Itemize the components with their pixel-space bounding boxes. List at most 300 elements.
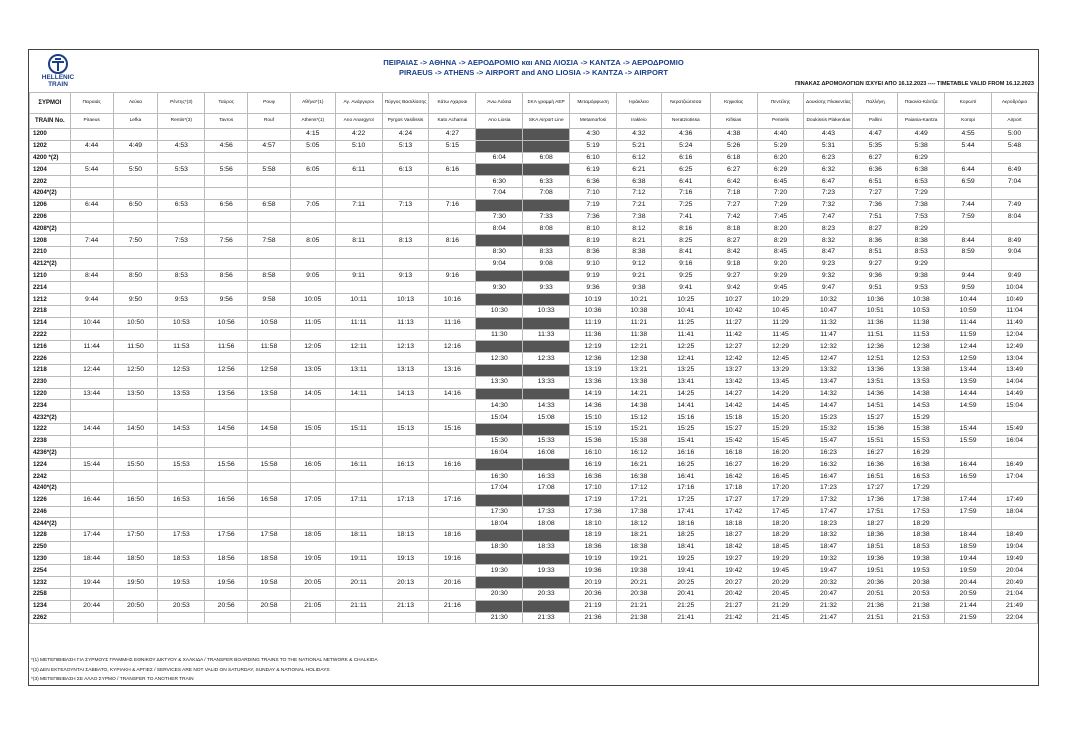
time-cell: 19:44 bbox=[70, 577, 113, 589]
train-number-cell: 1208 bbox=[30, 235, 71, 247]
time-cell: 9:19 bbox=[570, 270, 617, 282]
time-cell: 11:49 bbox=[992, 317, 1038, 329]
time-cell: 6:08 bbox=[523, 152, 570, 164]
time-cell: 13:33 bbox=[523, 376, 570, 388]
shaded-cell bbox=[476, 140, 523, 152]
time-cell bbox=[158, 187, 205, 199]
train-number-cell: 4232*(2) bbox=[30, 412, 71, 424]
time-cell: 15:04 bbox=[992, 400, 1038, 412]
time-cell: 7:13 bbox=[382, 199, 429, 211]
time-cell: 6:12 bbox=[616, 152, 661, 164]
table-row bbox=[30, 258, 1038, 270]
shaded-cell bbox=[523, 129, 570, 141]
train-number-cell: 2214 bbox=[30, 282, 71, 294]
time-cell: 15:53 bbox=[158, 459, 205, 471]
time-cell: 9:12 bbox=[616, 258, 661, 270]
time-cell: 19:30 bbox=[476, 565, 523, 577]
time-cell: 16:13 bbox=[382, 459, 429, 471]
time-cell: 14:53 bbox=[898, 400, 945, 412]
time-cell bbox=[429, 400, 476, 412]
time-cell: 8:53 bbox=[158, 270, 205, 282]
time-cell bbox=[335, 187, 382, 199]
time-cell: 20:41 bbox=[661, 589, 710, 601]
time-cell: 12:19 bbox=[570, 341, 617, 353]
time-cell bbox=[290, 482, 335, 494]
shaded-cell bbox=[523, 530, 570, 542]
train-number-cell: 2262 bbox=[30, 612, 71, 624]
table-row bbox=[30, 459, 1038, 471]
time-cell bbox=[290, 435, 335, 447]
time-cell: 19:50 bbox=[113, 577, 158, 589]
time-cell: 12:04 bbox=[992, 329, 1038, 341]
time-cell: 19:05 bbox=[290, 553, 335, 565]
time-cell bbox=[945, 187, 992, 199]
time-cell: 13:47 bbox=[804, 376, 853, 388]
header-en-cell-17: Doukissis Plakentias bbox=[804, 114, 853, 129]
header-gr-cell-15: Κηφισίας bbox=[710, 93, 757, 114]
table-row bbox=[30, 235, 1038, 247]
time-cell: 11:13 bbox=[382, 317, 429, 329]
time-cell bbox=[945, 152, 992, 164]
time-cell: 14:44 bbox=[945, 388, 992, 400]
time-cell: 17:44 bbox=[70, 530, 113, 542]
time-cell: 20:47 bbox=[804, 589, 853, 601]
time-cell: 12:27 bbox=[710, 341, 757, 353]
time-cell: 12:38 bbox=[616, 353, 661, 365]
time-cell: 21:36 bbox=[853, 600, 898, 612]
shaded-cell bbox=[476, 553, 523, 565]
time-cell bbox=[429, 412, 476, 424]
time-cell bbox=[70, 187, 113, 199]
time-cell: 12:29 bbox=[757, 341, 804, 353]
time-cell: 19:04 bbox=[992, 541, 1038, 553]
time-cell: 16:58 bbox=[248, 494, 291, 506]
time-cell: 18:56 bbox=[205, 553, 248, 565]
time-cell: 16:18 bbox=[710, 447, 757, 459]
time-cell bbox=[429, 565, 476, 577]
time-cell: 16:05 bbox=[290, 459, 335, 471]
time-cell: 14:49 bbox=[992, 388, 1038, 400]
table-row bbox=[30, 317, 1038, 329]
time-cell bbox=[248, 447, 291, 459]
time-cell: 8:16 bbox=[429, 235, 476, 247]
time-cell: 16:23 bbox=[804, 447, 853, 459]
time-cell: 18:12 bbox=[616, 518, 661, 530]
time-cell bbox=[70, 176, 113, 188]
time-cell: 18:27 bbox=[710, 530, 757, 542]
time-cell: 16:42 bbox=[710, 471, 757, 483]
shaded-cell bbox=[523, 577, 570, 589]
time-cell: 16:20 bbox=[757, 447, 804, 459]
time-cell: 8:59 bbox=[945, 246, 992, 258]
time-cell: 5:44 bbox=[945, 140, 992, 152]
time-cell: 9:32 bbox=[804, 270, 853, 282]
time-cell: 5:19 bbox=[570, 140, 617, 152]
time-cell bbox=[248, 612, 291, 624]
header-gr-cell-3: Ρέντης*(3) bbox=[158, 93, 205, 114]
time-cell: 8:42 bbox=[710, 246, 757, 258]
time-cell: 18:32 bbox=[804, 530, 853, 542]
time-cell: 15:53 bbox=[898, 435, 945, 447]
time-cell: 17:59 bbox=[945, 506, 992, 518]
time-cell: 9:21 bbox=[616, 270, 661, 282]
timetable-sheet bbox=[28, 49, 1039, 686]
time-cell: 15:33 bbox=[523, 435, 570, 447]
time-cell: 8:21 bbox=[616, 235, 661, 247]
time-cell: 21:32 bbox=[804, 600, 853, 612]
time-cell: 7:27 bbox=[710, 199, 757, 211]
time-cell bbox=[992, 258, 1038, 270]
time-cell: 16:10 bbox=[570, 447, 617, 459]
time-cell: 4:49 bbox=[113, 140, 158, 152]
time-cell: 15:13 bbox=[382, 423, 429, 435]
shaded-cell bbox=[476, 600, 523, 612]
time-cell: 14:59 bbox=[945, 400, 992, 412]
time-cell bbox=[113, 329, 158, 341]
time-cell: 14:25 bbox=[661, 388, 710, 400]
time-cell: 9:44 bbox=[945, 270, 992, 282]
time-cell bbox=[113, 305, 158, 317]
time-cell bbox=[429, 435, 476, 447]
time-cell: 14:04 bbox=[992, 376, 1038, 388]
time-cell bbox=[70, 282, 113, 294]
header-en-cell-21: Airport bbox=[992, 114, 1038, 129]
time-cell: 16:53 bbox=[158, 494, 205, 506]
time-cell: 16:41 bbox=[661, 471, 710, 483]
time-cell: 17:21 bbox=[616, 494, 661, 506]
time-cell: 9:08 bbox=[523, 258, 570, 270]
shaded-cell bbox=[476, 199, 523, 211]
time-cell bbox=[113, 400, 158, 412]
time-cell bbox=[992, 482, 1038, 494]
time-cell: 20:53 bbox=[158, 600, 205, 612]
time-cell bbox=[382, 176, 429, 188]
time-cell: 8:56 bbox=[205, 270, 248, 282]
time-cell: 19:53 bbox=[898, 565, 945, 577]
time-cell bbox=[205, 435, 248, 447]
header-gr-cell-8: Πύργος Βασιλίσσης bbox=[382, 93, 429, 114]
time-cell bbox=[113, 176, 158, 188]
footnote: *(1) ΜΕΤΕΠΙΒΙΒΑΣΗ ΓΙΑ ΣΥΡΜΟΥΣ ΓΡΑΜΜΗΣ ΕΘΝΙΚΟΥ ΔΙΚΤΥΟΥ & ΧΑΛΚΙΔΑ / TRANSFER BOARDING TRAINS TO THE NATIONAL NETWORK & CHALKIDA bbox=[31, 658, 378, 663]
time-cell bbox=[158, 329, 205, 341]
time-cell: 8:51 bbox=[853, 246, 898, 258]
time-cell: 8:20 bbox=[757, 223, 804, 235]
time-cell: 17:19 bbox=[570, 494, 617, 506]
time-cell bbox=[70, 518, 113, 530]
time-cell: 6:38 bbox=[616, 176, 661, 188]
time-cell: 10:29 bbox=[757, 294, 804, 306]
table-row bbox=[30, 612, 1038, 624]
time-cell: 17:12 bbox=[616, 482, 661, 494]
time-cell: 10:11 bbox=[335, 294, 382, 306]
time-cell: 13:38 bbox=[616, 376, 661, 388]
time-cell: 18:11 bbox=[335, 530, 382, 542]
time-cell: 12:36 bbox=[853, 341, 898, 353]
header-en-cell-10: Ano Liosia bbox=[476, 114, 523, 129]
time-cell: 9:36 bbox=[570, 282, 617, 294]
time-cell: 12:53 bbox=[898, 353, 945, 365]
time-cell: 7:42 bbox=[710, 211, 757, 223]
time-cell: 18:58 bbox=[248, 553, 291, 565]
time-cell: 7:27 bbox=[853, 187, 898, 199]
time-cell bbox=[113, 435, 158, 447]
time-cell bbox=[248, 412, 291, 424]
time-cell: 7:38 bbox=[616, 211, 661, 223]
time-cell: 13:04 bbox=[992, 353, 1038, 365]
time-cell: 10:44 bbox=[70, 317, 113, 329]
time-cell: 6:19 bbox=[570, 164, 617, 176]
time-cell bbox=[945, 482, 992, 494]
time-cell: 16:47 bbox=[804, 471, 853, 483]
time-cell: 21:16 bbox=[429, 600, 476, 612]
train-number-cell: 2250 bbox=[30, 541, 71, 553]
time-cell: 17:30 bbox=[476, 506, 523, 518]
time-cell: 17:04 bbox=[992, 471, 1038, 483]
shaded-cell bbox=[523, 294, 570, 306]
time-cell: 15:44 bbox=[945, 423, 992, 435]
time-cell: 15:42 bbox=[710, 435, 757, 447]
time-cell: 9:30 bbox=[476, 282, 523, 294]
table-row bbox=[30, 518, 1038, 530]
time-cell: 17:16 bbox=[429, 494, 476, 506]
table-row bbox=[30, 565, 1038, 577]
time-cell: 18:16 bbox=[429, 530, 476, 542]
time-cell: 17:38 bbox=[616, 506, 661, 518]
train-number-cell: 2258 bbox=[30, 589, 71, 601]
footnotes bbox=[31, 656, 378, 685]
time-cell: 14:38 bbox=[616, 400, 661, 412]
time-cell: 7:05 bbox=[290, 199, 335, 211]
time-cell: 15:49 bbox=[992, 423, 1038, 435]
time-cell: 6:33 bbox=[523, 176, 570, 188]
time-cell: 8:58 bbox=[248, 270, 291, 282]
time-cell: 5:24 bbox=[661, 140, 710, 152]
time-cell: 21:38 bbox=[898, 600, 945, 612]
time-cell bbox=[70, 435, 113, 447]
time-cell: 8:29 bbox=[898, 223, 945, 235]
time-cell: 11:53 bbox=[158, 341, 205, 353]
time-cell: 10:36 bbox=[570, 305, 617, 317]
time-cell: 20:33 bbox=[523, 589, 570, 601]
time-cell: 13:21 bbox=[616, 364, 661, 376]
time-cell: 12:11 bbox=[335, 341, 382, 353]
time-cell: 15:04 bbox=[476, 412, 523, 424]
time-cell: 19:36 bbox=[570, 565, 617, 577]
time-cell bbox=[70, 400, 113, 412]
time-cell bbox=[335, 482, 382, 494]
table-row bbox=[30, 140, 1038, 152]
train-number-cell: 1204 bbox=[30, 164, 71, 176]
time-cell bbox=[158, 412, 205, 424]
header-en-cell-20: Koropi bbox=[945, 114, 992, 129]
time-cell: 14:19 bbox=[570, 388, 617, 400]
time-cell: 21:04 bbox=[992, 589, 1038, 601]
time-cell: 16:44 bbox=[945, 459, 992, 471]
shaded-cell bbox=[523, 423, 570, 435]
time-cell: 16:04 bbox=[476, 447, 523, 459]
time-cell: 13:16 bbox=[429, 364, 476, 376]
time-cell: 9:51 bbox=[853, 282, 898, 294]
time-cell: 9:27 bbox=[710, 270, 757, 282]
train-number-cell: 1234 bbox=[30, 600, 71, 612]
train-number-cell: 1228 bbox=[30, 530, 71, 542]
time-cell bbox=[248, 482, 291, 494]
train-number-cell: 2230 bbox=[30, 376, 71, 388]
train-number-cell: 1216 bbox=[30, 341, 71, 353]
time-cell: 11:05 bbox=[290, 317, 335, 329]
time-cell: 20:49 bbox=[992, 577, 1038, 589]
time-cell bbox=[70, 129, 113, 141]
time-cell: 7:44 bbox=[70, 235, 113, 247]
header-en-cell-6: Athens*(1) bbox=[290, 114, 335, 129]
time-cell bbox=[248, 129, 291, 141]
time-cell: 10:04 bbox=[992, 282, 1038, 294]
time-cell: 6:29 bbox=[757, 164, 804, 176]
time-cell: 17:33 bbox=[523, 506, 570, 518]
shaded-cell bbox=[476, 364, 523, 376]
time-cell: 9:56 bbox=[205, 294, 248, 306]
time-cell bbox=[158, 305, 205, 317]
shaded-cell bbox=[476, 270, 523, 282]
time-cell bbox=[205, 353, 248, 365]
time-cell bbox=[992, 187, 1038, 199]
time-cell: 15:18 bbox=[710, 412, 757, 424]
time-cell bbox=[429, 447, 476, 459]
time-cell bbox=[70, 329, 113, 341]
time-cell: 15:58 bbox=[248, 459, 291, 471]
time-cell: 12:44 bbox=[945, 341, 992, 353]
time-cell: 17:50 bbox=[113, 530, 158, 542]
time-cell: 5:58 bbox=[248, 164, 291, 176]
title-greek: ΠΕΙΡΑΙΑΣ -> ΑΘΗΝΑ -> ΑΕΡΟΔΡΟΜΙΟ και ΑΝΩ ΛΙΟΣΙΑ -> ΚΑΝΤΖΑ -> ΑΕΡΟΔΡΟΜΙΟ bbox=[383, 58, 684, 67]
time-cell: 8:30 bbox=[476, 246, 523, 258]
time-cell: 15:25 bbox=[661, 423, 710, 435]
header-gr-cell-12: Μεταμόρφωση bbox=[570, 93, 617, 114]
header-en-cell-2: Lefka bbox=[113, 114, 158, 129]
time-cell bbox=[290, 353, 335, 365]
time-cell: 7:19 bbox=[570, 199, 617, 211]
time-cell: 19:36 bbox=[853, 553, 898, 565]
train-number-cell: 1206 bbox=[30, 199, 71, 211]
time-cell: 7:49 bbox=[992, 199, 1038, 211]
shaded-cell bbox=[476, 423, 523, 435]
shaded-cell bbox=[476, 459, 523, 471]
time-cell: 15:36 bbox=[570, 435, 617, 447]
time-cell: 13:49 bbox=[992, 364, 1038, 376]
time-cell bbox=[205, 612, 248, 624]
time-cell: 9:50 bbox=[113, 294, 158, 306]
time-cell bbox=[205, 506, 248, 518]
time-cell bbox=[382, 305, 429, 317]
time-cell bbox=[335, 211, 382, 223]
time-cell: 5:26 bbox=[710, 140, 757, 152]
time-cell: 14:47 bbox=[804, 400, 853, 412]
time-cell bbox=[205, 187, 248, 199]
footnote: *(2) ΔΕΝ ΕΚΤΕΛΟΥΝΤΑΙ ΣΑΒΒΑΤΟ, ΚΥΡΙΑΚΗ & ΑΡΓΙΕΣ / SERVICES ARE NOT VALID ON SATURDAY, SUNDAY & NATIONAL HOLIDAYS bbox=[31, 667, 330, 673]
time-cell: 19:59 bbox=[945, 565, 992, 577]
time-cell bbox=[205, 258, 248, 270]
time-cell bbox=[382, 412, 429, 424]
time-cell: 18:29 bbox=[757, 530, 804, 542]
time-cell: 21:44 bbox=[945, 600, 992, 612]
time-cell bbox=[158, 152, 205, 164]
time-cell bbox=[113, 376, 158, 388]
time-cell: 19:25 bbox=[661, 553, 710, 565]
table-row bbox=[30, 294, 1038, 306]
time-cell bbox=[290, 612, 335, 624]
time-cell bbox=[335, 518, 382, 530]
time-cell: 12:21 bbox=[616, 341, 661, 353]
time-cell: 7:18 bbox=[710, 187, 757, 199]
time-cell: 10:41 bbox=[661, 305, 710, 317]
time-cell bbox=[335, 541, 382, 553]
time-cell: 14:53 bbox=[158, 423, 205, 435]
time-cell: 18:36 bbox=[570, 541, 617, 553]
train-number-cell: 2218 bbox=[30, 305, 71, 317]
time-cell bbox=[70, 565, 113, 577]
time-cell: 19:44 bbox=[945, 553, 992, 565]
time-cell bbox=[290, 447, 335, 459]
table-row bbox=[30, 246, 1038, 258]
time-cell: 12:30 bbox=[476, 353, 523, 365]
table-row bbox=[30, 589, 1038, 601]
time-cell bbox=[113, 152, 158, 164]
time-cell: 18:44 bbox=[70, 553, 113, 565]
header-gr-cell-10: Άνω Λιόσια bbox=[476, 93, 523, 114]
time-cell: 18:44 bbox=[945, 530, 992, 542]
time-cell: 16:36 bbox=[853, 459, 898, 471]
time-cell: 18:18 bbox=[710, 518, 757, 530]
time-cell bbox=[248, 353, 291, 365]
time-cell: 16:38 bbox=[616, 471, 661, 483]
time-cell: 4:43 bbox=[804, 129, 853, 141]
time-cell: 9:36 bbox=[853, 270, 898, 282]
time-cell: 15:08 bbox=[523, 412, 570, 424]
time-cell: 5:38 bbox=[898, 140, 945, 152]
time-cell bbox=[205, 129, 248, 141]
time-cell: 18:23 bbox=[804, 518, 853, 530]
time-cell: 17:16 bbox=[661, 482, 710, 494]
time-cell: 21:11 bbox=[335, 600, 382, 612]
time-cell: 11:44 bbox=[945, 317, 992, 329]
table-row bbox=[30, 282, 1038, 294]
time-cell bbox=[945, 518, 992, 530]
time-cell bbox=[335, 435, 382, 447]
time-cell: 18:30 bbox=[476, 541, 523, 553]
time-cell: 16:32 bbox=[804, 459, 853, 471]
header-gr-cell-5: Ρουφ bbox=[248, 93, 291, 114]
time-cell: 5:50 bbox=[113, 164, 158, 176]
time-cell bbox=[335, 246, 382, 258]
time-cell bbox=[158, 258, 205, 270]
time-cell: 20:21 bbox=[616, 577, 661, 589]
time-cell: 13:44 bbox=[945, 364, 992, 376]
time-cell: 16:25 bbox=[661, 459, 710, 471]
train-number-cell: 1230 bbox=[30, 553, 71, 565]
time-cell: 11:51 bbox=[853, 329, 898, 341]
time-cell: 13:44 bbox=[70, 388, 113, 400]
time-cell: 21:30 bbox=[476, 612, 523, 624]
time-cell: 14:27 bbox=[710, 388, 757, 400]
time-cell: 21:42 bbox=[710, 612, 757, 624]
time-cell: 11:36 bbox=[570, 329, 617, 341]
time-cell: 15:41 bbox=[661, 435, 710, 447]
time-cell: 15:56 bbox=[205, 459, 248, 471]
time-cell: 19:56 bbox=[205, 577, 248, 589]
time-cell: 20:13 bbox=[382, 577, 429, 589]
time-cell: 8:50 bbox=[113, 270, 158, 282]
time-cell bbox=[113, 518, 158, 530]
